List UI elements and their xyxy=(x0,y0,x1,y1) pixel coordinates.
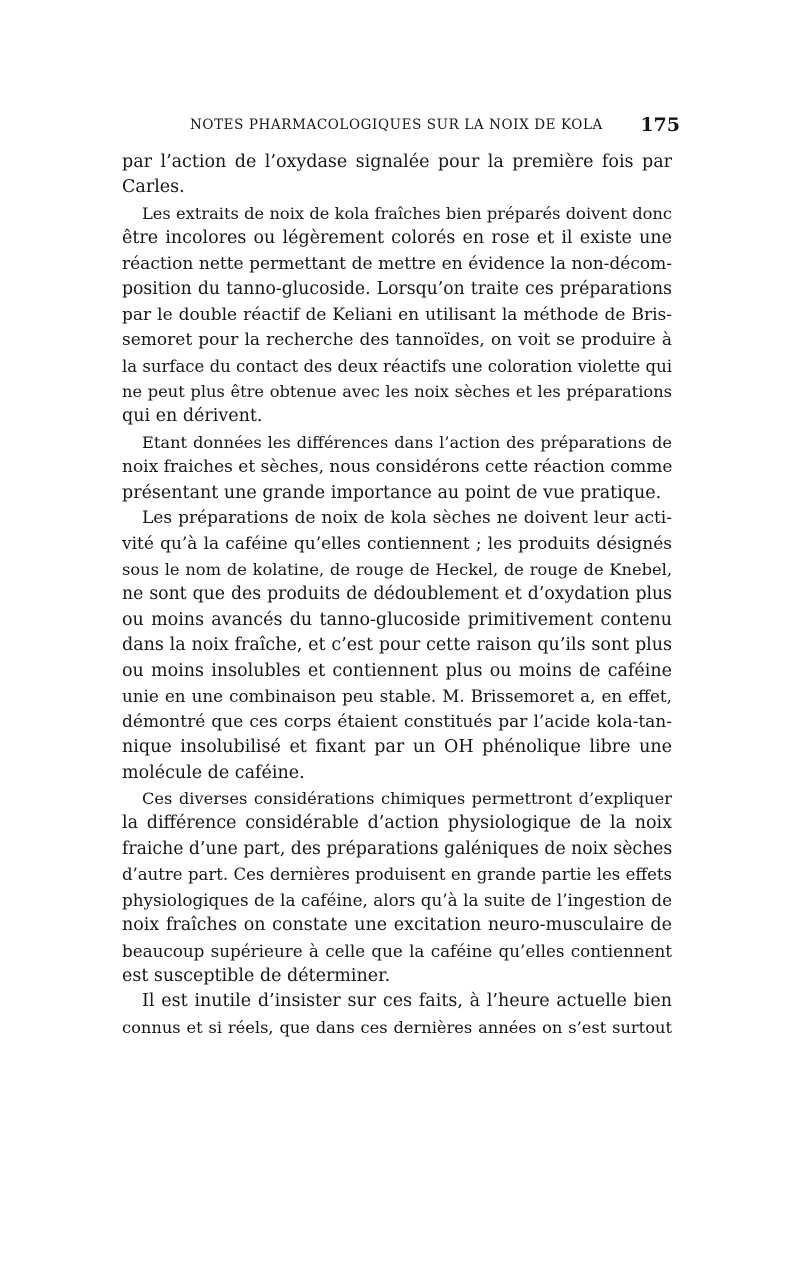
text-line: vité qu’à la caféine qu’elles contiennent ; les produits désignés xyxy=(122,533,672,554)
text-line: noix fraiches et sèches, nous considérons cette réaction comme xyxy=(122,457,673,478)
text-line: position du tanno-glucoside. Lorsqu’on traite ces préparations xyxy=(122,279,672,300)
text-line: Les préparations de noix de kola sèches ne doivent leur acti- xyxy=(142,508,672,529)
text-line: Etant données les différences dans l’action des préparations de xyxy=(142,432,672,452)
running-head xyxy=(190,116,680,138)
text-line: unie en une combinaison peu stable. M. Brissemoret a, en effet, xyxy=(122,686,672,707)
text-line: ne peut plus être obtenue avec les noix sèches et les préparations xyxy=(122,381,672,401)
text-line: ou moins insolubles et contiennent plus ou moins de caféine xyxy=(122,660,672,681)
text-line: démontré que ces corps étaient constitués par l’acide kola-tan- xyxy=(122,711,672,732)
text-line: noix fraîches on constate une excitation neuro-musculaire de xyxy=(122,915,672,936)
text-line: semoret pour la recherche des tannoïdes, on voit se produire à xyxy=(122,330,672,351)
text-line: par le double réactif de Keliani en utilisant la méthode de Bris- xyxy=(122,304,672,325)
text-line: qui en dérivent. xyxy=(122,406,263,427)
text-line: nique insolubilisé et fixant par un OH phénolique libre une xyxy=(122,737,672,758)
text-line: ne sont que des produits de dédoublement et d’oxydation plus xyxy=(122,584,672,605)
text-line: d’autre part. Ces dernières produisent en grande partie les effets xyxy=(122,865,672,885)
text-line: Carles. xyxy=(122,177,185,198)
text-line: par l’action de l’oxydase signalée pour la première fois par xyxy=(122,152,672,172)
text-line: est susceptible de déterminer. xyxy=(122,966,391,986)
running-title: NOTES PHARMACOLOGIQUES SUR LA NOIX DE KOLA xyxy=(190,117,603,133)
text-line: sous le nom de kolatine, de rouge de Heckel, de rouge de Knebel, xyxy=(122,560,672,579)
text-line: Il est inutile d’insister sur ces faits, à l’heure actuelle bien xyxy=(142,991,672,1012)
text-line: fraiche d’une part, des préparations galéniques de noix sèches xyxy=(122,838,673,859)
page-number: 175 xyxy=(640,114,680,136)
text-line: être incolores ou légèrement colorés en rose et il existe une xyxy=(122,228,672,249)
text-line: beaucoup supérieure à celle que la caféine qu’elles contiennent xyxy=(122,940,672,961)
text-line: dans la noix fraîche, et c’est pour cette raison qu’ils sont plus xyxy=(122,635,672,656)
text-line: présentant une grande importance au point de vue pratique. xyxy=(122,482,662,503)
body-text xyxy=(122,150,672,1040)
text-line: connus et si réels, que dans ces dernières années on s’est surtout xyxy=(122,1017,672,1037)
text-line: la différence considérable d’action physiologique de la noix xyxy=(122,813,672,834)
text-line: molécule de caféine. xyxy=(122,762,305,783)
text-line: physiologiques de la caféine, alors qu’à la suite de l’ingestion de xyxy=(122,889,672,910)
text-line: réaction nette permettant de mettre en évidence la non-décom- xyxy=(122,253,672,274)
text-line: ou moins avancés du tanno-glucoside primitivement contenu xyxy=(122,609,672,630)
text-line: Ces diverses considérations chimiques permettront d’expliquer xyxy=(142,788,672,808)
text-line: Les extraits de noix de kola fraîches bien préparés doivent donc xyxy=(142,203,672,223)
text-line: la surface du contact des deux réactifs une coloration violette qui xyxy=(122,356,672,376)
